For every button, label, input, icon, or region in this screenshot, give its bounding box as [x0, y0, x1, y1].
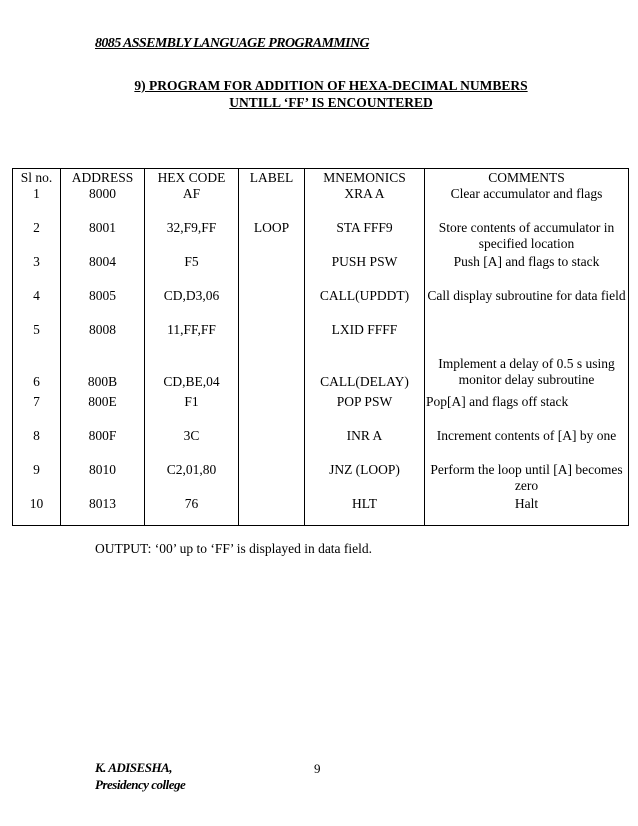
- label-cell: [239, 322, 305, 356]
- table-row: [13, 428, 629, 462]
- comment-cell: Store contents of accumulator in specified location: [425, 220, 629, 254]
- sl-no-cell: 4: [13, 288, 61, 322]
- label-cell: LOOP: [239, 220, 305, 254]
- mnemonic-cell: CALL(UPDDT): [305, 288, 425, 322]
- mnemonic-cell: XRA A: [305, 186, 425, 220]
- table-row: [13, 496, 629, 526]
- sl-no-cell: 2: [13, 220, 61, 254]
- comment-cell: Push [A] and flags to stack: [425, 254, 629, 288]
- table-row: [13, 462, 629, 496]
- sl-no-cell: 7: [13, 394, 61, 428]
- mnemonic-cell: PUSH PSW: [305, 254, 425, 288]
- address-cell: 8005: [61, 288, 145, 322]
- comment-cell: Implement a delay of 0.5 s using monitor delay subroutine: [425, 356, 629, 394]
- table-row: [13, 220, 629, 254]
- comment-cell: [425, 322, 629, 356]
- program-table: [12, 168, 629, 526]
- mnemonic-cell: STA FFF9: [305, 220, 425, 254]
- address-cell: 8004: [61, 254, 145, 288]
- sl-no-cell: 8: [13, 428, 61, 462]
- column-header-hex-code: HEX CODE: [145, 169, 239, 187]
- hex-code-cell: 3C: [145, 428, 239, 462]
- address-cell: 8008: [61, 322, 145, 356]
- mnemonic-cell: CALL(DELAY): [305, 356, 425, 394]
- mnemonic-cell: HLT: [305, 496, 425, 526]
- table-header-row: [13, 169, 629, 187]
- label-cell: [239, 254, 305, 288]
- hex-code-cell: CD,BE,04: [145, 356, 239, 394]
- hex-code-cell: C2,01,80: [145, 462, 239, 496]
- footer-college: Presidency college: [95, 777, 186, 792]
- program-title-line2: UNTILL ‘FF’ IS ENCOUNTERED: [229, 95, 433, 110]
- table-row: [13, 322, 629, 356]
- label-cell: [239, 356, 305, 394]
- address-cell: 800B: [61, 356, 145, 394]
- sl-no-cell: 1: [13, 186, 61, 220]
- mnemonic-cell: POP PSW: [305, 394, 425, 428]
- column-header-address: ADDRESS: [61, 169, 145, 187]
- comment-cell: Call display subroutine for data field: [425, 288, 629, 322]
- output-note: OUTPUT: ‘00’ up to ‘FF’ is displayed in data field.: [95, 541, 373, 556]
- page-number: 9: [314, 761, 321, 776]
- sl-no-cell: 10: [13, 496, 61, 526]
- hex-code-cell: CD,D3,06: [145, 288, 239, 322]
- label-cell: [239, 462, 305, 496]
- column-header-label: LABEL: [239, 169, 305, 187]
- label-cell: [239, 394, 305, 428]
- hex-code-cell: F1: [145, 394, 239, 428]
- address-cell: 8001: [61, 220, 145, 254]
- address-cell: 8000: [61, 186, 145, 220]
- hex-code-cell: 11,FF,FF: [145, 322, 239, 356]
- sl-no-cell: 3: [13, 254, 61, 288]
- address-cell: 8010: [61, 462, 145, 496]
- column-header-sl-no: Sl no.: [13, 169, 61, 187]
- table-row: [13, 394, 629, 428]
- page-header: 8085 ASSEMBLY LANGUAGE PROGRAMMING: [95, 36, 370, 51]
- program-title-line1: 9) PROGRAM FOR ADDITION OF HEXA-DECIMAL NUMBERS: [134, 78, 528, 93]
- comment-cell: Pop[A] and flags off stack: [425, 394, 629, 428]
- sl-no-cell: 6: [13, 356, 61, 394]
- address-cell: 800F: [61, 428, 145, 462]
- mnemonic-cell: INR A: [305, 428, 425, 462]
- label-cell: [239, 496, 305, 526]
- table-row: [13, 254, 629, 288]
- sl-no-cell: 9: [13, 462, 61, 496]
- comment-cell: Increment contents of [A] by one: [425, 428, 629, 462]
- footer-author: K. ADISESHA,: [95, 760, 172, 775]
- address-cell: 8013: [61, 496, 145, 526]
- column-header-comments: COMMENTS: [425, 169, 629, 187]
- hex-code-cell: 76: [145, 496, 239, 526]
- hex-code-cell: AF: [145, 186, 239, 220]
- sl-no-cell: 5: [13, 322, 61, 356]
- address-cell: 800E: [61, 394, 145, 428]
- label-cell: [239, 186, 305, 220]
- table-row: [13, 288, 629, 322]
- mnemonic-cell: LXID FFFF: [305, 322, 425, 356]
- label-cell: [239, 428, 305, 462]
- mnemonic-cell: JNZ (LOOP): [305, 462, 425, 496]
- hex-code-cell: 32,F9,FF: [145, 220, 239, 254]
- table-row: [13, 186, 629, 220]
- label-cell: [239, 288, 305, 322]
- table-row: [13, 356, 629, 394]
- comment-cell: Perform the loop until [A] becomes zero: [425, 462, 629, 496]
- hex-code-cell: F5: [145, 254, 239, 288]
- column-header-mnemonics: MNEMONICS: [305, 169, 425, 187]
- footer-author-block: [95, 759, 185, 793]
- comment-cell: Halt: [425, 496, 629, 526]
- comment-cell: Clear accumulator and flags: [425, 186, 629, 220]
